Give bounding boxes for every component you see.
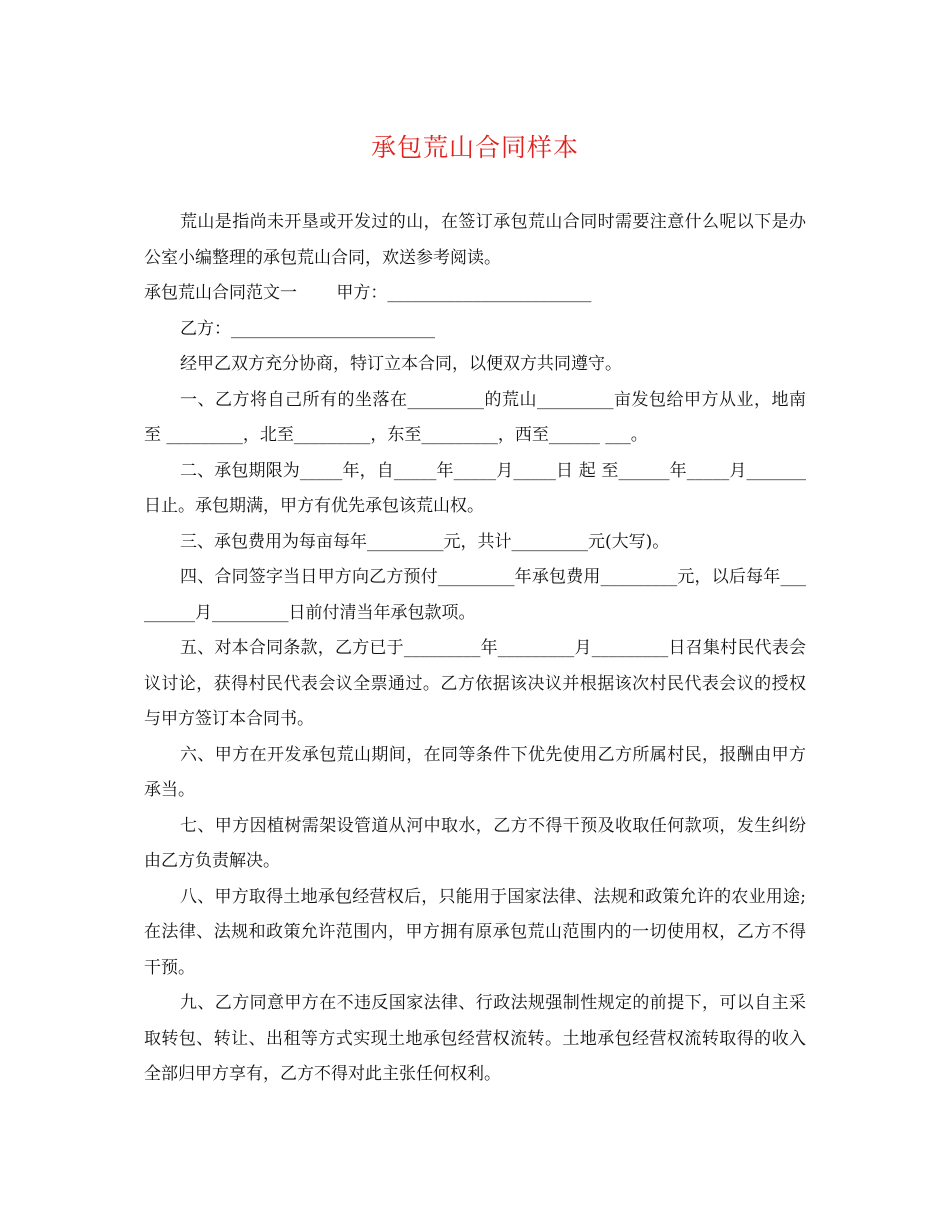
intro-paragraph: 荒山是指尚未开垦或开发过的山，在签订承包荒山合同时需要注意什么呢以下是办公室小编整理的承包荒山合同，欢送参考阅读。 <box>144 212 806 268</box>
clause-5: 五、对本合同条款，乙方已于_________年_________月_________日召集村民代表会议讨论，获得村民代表会议全票通过。乙方依据该决议并根据该次村民代表会议的授权与甲方签订本合同书。 <box>144 638 806 729</box>
party-b-line: 乙方：________________________ <box>180 318 435 339</box>
clause-8: 八、甲方取得土地承包经营权后，只能用于国家法律、法规和政策允许的农业用途;在法律、法规和政策允许范围内，甲方拥有原承包荒山范围内的一切使用权，乙方不得干预。 <box>144 886 806 978</box>
agreement-statement: 经甲乙双方充分协商，特订立本合同，以便双方共同遵守。 <box>180 354 622 374</box>
sample-heading-party-a: 承包荒山合同范文一 甲方：________________________ <box>144 283 592 303</box>
clause-9: 九、乙方同意甲方在不违反国家法律、行政法规强制性规定的前提下，可以自主采取转包、转让、出租等方式实现土地承包经营权流转。土地承包经营权流转取得的收入全部归甲方享有，乙方不得对此主张任何权利。 <box>144 993 806 1084</box>
clause-2: 二、承包期限为_____年，自_____年_____月_____日 起 至______年_____月_______日止。承包期满，甲方有优先承包该荒山权。 <box>144 460 806 516</box>
document-body <box>144 205 806 1093</box>
clause-1: 一、乙方将自己所有的坐落在_________的荒山_________亩发包给甲方从业，地南至 _________，北至_________，东至_________，西至______ ___。 <box>144 389 806 445</box>
clause-4: 四、合同签字当日甲方向乙方预付_________年承包费用_________元，以后每年_________月_________日前付清当年承包款项。 <box>144 567 806 623</box>
clause-7: 七、甲方因植树需架设管道从河中取水，乙方不得干预及收取任何款项，发生纠纷由乙方负责解决。 <box>144 815 806 871</box>
clause-6: 六、甲方在开发承包荒山期间，在同等条件下优先使用乙方所属村民，报酬由甲方承当。 <box>144 744 806 800</box>
clause-3: 三、承包费用为每亩每年_________元，共计_________元(大写)。 <box>180 531 670 552</box>
document-title: 承包荒山合同样本 <box>370 133 579 162</box>
